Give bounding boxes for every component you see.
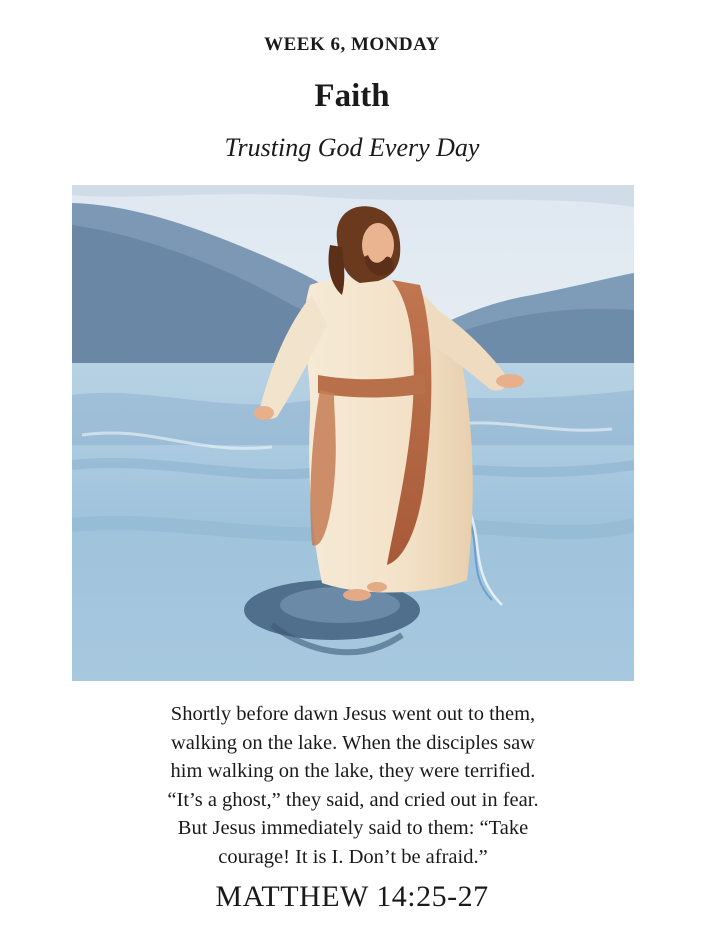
week-day-label: WEEK 6, MONDAY — [264, 34, 440, 55]
right-hand — [254, 406, 274, 420]
verse-line: him walking on the lake, they were terrified. — [170, 760, 536, 782]
verse-line: But Jesus immediately said to them: “Take — [177, 817, 529, 839]
verse-line: courage! It is I. Don’t be afraid.” — [218, 845, 488, 868]
verse-line: “It’s a ghost,” they said, and cried out in fear. — [167, 788, 539, 811]
page-subtitle: Trusting God Every Day — [224, 133, 480, 162]
page-title: Faith — [314, 78, 390, 114]
verse-line: walking on the lake. When the disciples saw — [171, 731, 535, 754]
scripture-reference: MATTHEW 14:25-27 — [215, 880, 489, 913]
left-hand — [496, 374, 524, 388]
jesus-walking-on-water-illustration — [72, 185, 634, 681]
scripture-passage — [110, 700, 596, 871]
illustration-svg — [72, 185, 634, 681]
verse-line: Shortly before dawn Jesus went out to them, — [170, 703, 536, 725]
